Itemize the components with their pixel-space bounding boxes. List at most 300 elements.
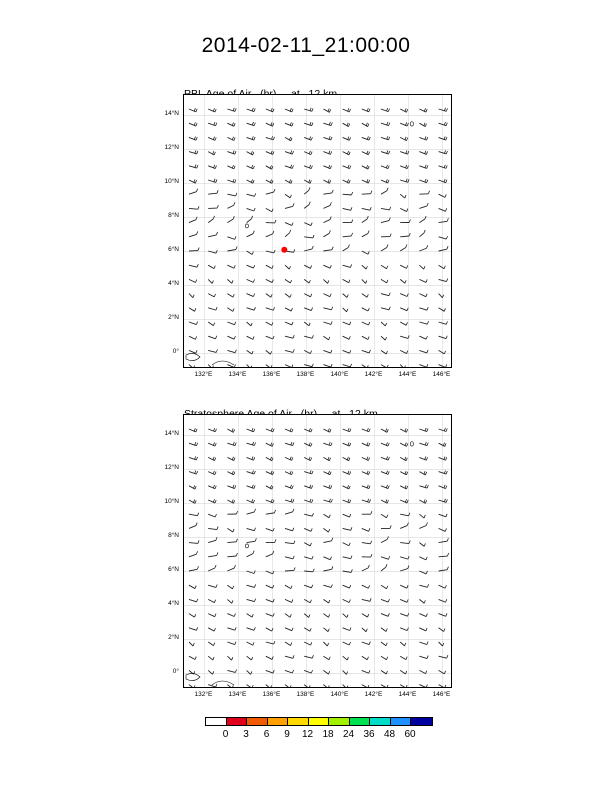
wind-barb bbox=[362, 191, 372, 195]
island-outline bbox=[410, 122, 413, 126]
wind-barb bbox=[227, 511, 237, 514]
wind-barb bbox=[323, 179, 330, 183]
wind-barb bbox=[381, 188, 388, 194]
wind-barb bbox=[323, 294, 331, 297]
wind-barb bbox=[247, 442, 256, 446]
wind-barb bbox=[419, 642, 428, 645]
wind-barb bbox=[439, 122, 448, 126]
wind-barb bbox=[227, 457, 235, 461]
wind-barb bbox=[189, 264, 198, 267]
wind-barb bbox=[208, 642, 215, 646]
wind-barb bbox=[343, 151, 351, 155]
wind-barb bbox=[362, 165, 369, 169]
wind-barb bbox=[285, 165, 293, 169]
wind-barb bbox=[381, 150, 390, 154]
wind-barb bbox=[304, 513, 313, 516]
wind-barb bbox=[323, 642, 328, 646]
wind-barb bbox=[266, 685, 272, 687]
wind-barb bbox=[266, 336, 274, 339]
wind-barb bbox=[227, 471, 235, 475]
colorbar-swatch bbox=[411, 718, 432, 725]
wind-barb bbox=[208, 179, 217, 183]
wind-barb bbox=[362, 471, 370, 475]
colorbar-swatch bbox=[206, 718, 227, 725]
wind-barb bbox=[439, 642, 444, 646]
wind-barb bbox=[362, 265, 368, 269]
wind-barb bbox=[362, 565, 370, 571]
wind-barb bbox=[343, 220, 353, 223]
wind-barb bbox=[304, 364, 313, 367]
wind-barb bbox=[323, 457, 330, 461]
wind-barb bbox=[362, 308, 369, 311]
wind-barb bbox=[247, 642, 254, 645]
wind-barb bbox=[362, 207, 371, 210]
wind-barb bbox=[247, 571, 256, 574]
wind-barb bbox=[381, 456, 389, 460]
wind-barb bbox=[362, 528, 370, 531]
wind-barb bbox=[247, 136, 256, 140]
wind-barb bbox=[439, 279, 448, 282]
wind-barb bbox=[285, 599, 293, 602]
wind-barb bbox=[247, 499, 255, 503]
wind-barb bbox=[247, 322, 253, 326]
colorbar-swatch bbox=[227, 718, 248, 725]
wind-barb bbox=[343, 642, 351, 645]
wind-barb bbox=[362, 442, 370, 446]
wind-barb bbox=[343, 499, 351, 503]
wind-barb bbox=[362, 541, 372, 544]
colorbar-label: 6 bbox=[263, 729, 270, 740]
colorbar-label: 60 bbox=[404, 729, 416, 740]
wind-barb bbox=[323, 428, 331, 432]
wind-barb bbox=[227, 137, 235, 141]
wind-barb bbox=[323, 336, 329, 340]
wind-barb bbox=[323, 265, 331, 268]
wind-barb bbox=[285, 222, 293, 225]
lat-tick-label: 8°N bbox=[168, 532, 179, 540]
wind-barb bbox=[400, 151, 409, 155]
coastline bbox=[212, 361, 234, 365]
wind-barb bbox=[362, 628, 368, 632]
lon-tick-label: 132°E bbox=[194, 371, 213, 378]
wind-barb bbox=[227, 247, 237, 251]
colorbar bbox=[205, 717, 433, 726]
wind-barb bbox=[323, 614, 329, 618]
wind-barb bbox=[304, 655, 313, 658]
lat-tick-label: 0° bbox=[172, 668, 179, 676]
wind-barb bbox=[381, 279, 388, 282]
wind-barb bbox=[343, 245, 350, 251]
wind-barb bbox=[419, 230, 425, 237]
wind-barb bbox=[362, 322, 370, 325]
wind-barb bbox=[323, 566, 333, 571]
lat-tick-label: 6°N bbox=[168, 246, 179, 254]
wind-barb bbox=[208, 265, 215, 268]
wind-barb bbox=[400, 523, 408, 529]
wind-barb bbox=[304, 499, 313, 503]
colorbar-swatch bbox=[391, 718, 412, 725]
wind-barb bbox=[343, 322, 351, 325]
wind-barb bbox=[400, 485, 407, 489]
wind-barb bbox=[381, 442, 389, 446]
wind-barb bbox=[304, 202, 310, 209]
wind-barb bbox=[419, 428, 428, 432]
lon-tick-label: 140°E bbox=[330, 691, 349, 698]
wind-barb bbox=[227, 429, 234, 433]
wind-barb bbox=[323, 599, 329, 603]
wind-barb bbox=[247, 108, 256, 112]
wind-barb bbox=[381, 485, 389, 489]
wind-barb bbox=[304, 585, 313, 588]
colorbar-label: 9 bbox=[284, 729, 290, 740]
wind-barb bbox=[189, 566, 199, 571]
wind-barb bbox=[227, 322, 235, 325]
wind-barb bbox=[381, 218, 390, 223]
lon-tick-label: 138°E bbox=[296, 691, 315, 698]
wind-barb bbox=[227, 442, 236, 446]
wind-barb bbox=[227, 123, 235, 127]
wind-barb bbox=[189, 294, 194, 298]
wind-barb bbox=[247, 279, 255, 282]
wind-barb bbox=[362, 123, 369, 127]
wind-barb bbox=[304, 235, 314, 238]
wind-barb bbox=[419, 500, 426, 504]
wind-barb bbox=[439, 428, 448, 432]
wind-barb bbox=[304, 599, 311, 602]
wind-barb bbox=[247, 208, 256, 211]
lon-tick-label: 136°E bbox=[262, 691, 281, 698]
wind-barb bbox=[419, 179, 427, 183]
wind-barb bbox=[343, 350, 351, 353]
wind-barb bbox=[362, 179, 370, 183]
island-outline bbox=[245, 224, 248, 228]
wind-barb bbox=[439, 553, 449, 557]
wind-barb bbox=[381, 514, 388, 518]
wind-barb bbox=[362, 365, 368, 367]
wind-barb bbox=[247, 307, 256, 310]
wind-barb bbox=[323, 471, 331, 475]
wind-barb bbox=[247, 294, 255, 297]
wind-barb bbox=[343, 656, 349, 660]
wind-barb bbox=[343, 336, 351, 339]
wind-barb bbox=[323, 122, 332, 126]
wind-barb bbox=[323, 321, 332, 324]
wind-barb bbox=[227, 485, 235, 489]
wind-barb bbox=[285, 541, 295, 544]
wind-barb bbox=[247, 470, 256, 474]
wind-barb bbox=[439, 538, 449, 542]
wind-barb bbox=[208, 584, 217, 587]
wind-barb bbox=[227, 685, 233, 687]
wind-barb bbox=[323, 247, 333, 251]
wind-barb bbox=[419, 485, 428, 489]
wind-barb bbox=[419, 350, 428, 353]
wind-barb bbox=[227, 236, 236, 239]
wind-barb bbox=[247, 538, 257, 542]
wind-barb bbox=[304, 308, 312, 311]
wind-barb bbox=[343, 471, 351, 475]
wind-barb bbox=[381, 525, 391, 528]
wind-barb bbox=[304, 165, 312, 169]
wind-barb bbox=[381, 656, 388, 660]
wind-barb bbox=[285, 471, 293, 475]
wind-barb bbox=[285, 294, 291, 298]
wind-barb bbox=[247, 193, 256, 196]
wind-barb bbox=[362, 279, 367, 283]
wind-barb bbox=[343, 308, 348, 312]
wind-barb bbox=[304, 137, 312, 141]
lon-tick-label: 144°E bbox=[398, 371, 417, 378]
wind-barb bbox=[285, 335, 294, 338]
lon-tick-label: 142°E bbox=[364, 371, 383, 378]
wind-barb bbox=[381, 556, 390, 559]
wind-barb bbox=[419, 442, 428, 446]
wind-barb bbox=[227, 599, 233, 603]
wind-barb bbox=[400, 656, 407, 659]
wind-barb bbox=[247, 265, 255, 268]
wind-barb bbox=[362, 231, 369, 237]
wind-barb bbox=[343, 556, 352, 559]
wind-barb bbox=[400, 108, 407, 112]
wind-barb bbox=[400, 165, 408, 169]
wind-barb bbox=[285, 137, 292, 141]
wind-barb bbox=[381, 136, 390, 140]
wind-barb bbox=[419, 522, 427, 528]
wind-barb bbox=[208, 307, 217, 310]
wind-barb bbox=[208, 336, 217, 339]
wind-barb bbox=[227, 193, 237, 196]
wind-barb bbox=[362, 136, 370, 140]
wind-barb bbox=[208, 122, 217, 126]
wind-barb bbox=[362, 108, 370, 112]
wind-barb bbox=[208, 442, 216, 446]
wind-barb bbox=[439, 165, 448, 169]
wind-barb bbox=[227, 165, 235, 169]
wind-barb bbox=[419, 656, 428, 659]
wind-barb bbox=[419, 279, 427, 282]
wind-barb bbox=[400, 350, 408, 353]
wind-barb bbox=[189, 122, 197, 126]
wind-barb bbox=[208, 565, 216, 571]
wind-barb bbox=[343, 108, 351, 112]
wind-barb bbox=[400, 265, 408, 268]
wind-barb bbox=[189, 540, 199, 543]
wind-barb bbox=[343, 527, 352, 530]
wind-barb bbox=[323, 136, 332, 140]
wind-barb bbox=[189, 585, 196, 588]
wind-barb bbox=[419, 336, 427, 339]
wind-barb bbox=[362, 656, 369, 660]
wind-barb bbox=[419, 628, 427, 631]
lat-tick-label: 6°N bbox=[168, 566, 179, 574]
wind-barb bbox=[323, 656, 330, 660]
wind-barb bbox=[439, 321, 448, 324]
wind-barb bbox=[323, 109, 330, 113]
wind-barb bbox=[285, 349, 294, 352]
wind-barb bbox=[323, 230, 330, 236]
wind-barb bbox=[343, 599, 351, 602]
wind-barb bbox=[343, 514, 351, 517]
wind-barb bbox=[381, 628, 387, 632]
wind-barb bbox=[227, 108, 236, 112]
wind-barb bbox=[400, 585, 408, 588]
wind-barb bbox=[362, 457, 370, 461]
wind-barb bbox=[189, 614, 196, 618]
wind-barb bbox=[208, 216, 214, 223]
wind-barb bbox=[381, 179, 389, 183]
wind-barb bbox=[400, 613, 409, 616]
wind-barb bbox=[362, 670, 370, 673]
wind-barb bbox=[266, 428, 274, 432]
wind-barb bbox=[381, 336, 387, 340]
wind-barb bbox=[343, 179, 351, 183]
wind-barb bbox=[343, 628, 351, 631]
wind-barb bbox=[285, 556, 294, 559]
wind-barb bbox=[247, 151, 254, 155]
wind-barb bbox=[189, 442, 198, 446]
wind-barb bbox=[323, 485, 331, 489]
wind-barb bbox=[208, 485, 216, 489]
wind-barb bbox=[323, 350, 331, 353]
wind-barb bbox=[266, 265, 273, 268]
wind-barb bbox=[343, 670, 348, 674]
wind-barb bbox=[247, 231, 255, 237]
wind-barb bbox=[208, 656, 214, 660]
wind-barb bbox=[381, 245, 388, 251]
wind-barb bbox=[285, 585, 292, 588]
wind-barb bbox=[189, 308, 196, 312]
wind-barb bbox=[285, 642, 292, 646]
wind-barb bbox=[323, 538, 332, 543]
coastline bbox=[186, 673, 200, 680]
wind-barb bbox=[343, 279, 350, 282]
wind-barb bbox=[266, 307, 275, 310]
wind-barb bbox=[323, 499, 332, 503]
wind-barb bbox=[247, 122, 256, 126]
wind-barb bbox=[227, 585, 233, 589]
wind-barb bbox=[189, 500, 196, 504]
wind-barb bbox=[227, 336, 235, 339]
wind-barb bbox=[362, 485, 370, 489]
wind-barb bbox=[323, 202, 331, 208]
wind-barb bbox=[419, 584, 428, 587]
wind-barb bbox=[227, 499, 234, 503]
wind-barb bbox=[439, 499, 448, 503]
wind-barb bbox=[266, 365, 272, 367]
wind-barb bbox=[400, 122, 408, 126]
colorbar-swatch bbox=[268, 718, 289, 725]
wind-barb bbox=[419, 136, 427, 140]
wind-barb bbox=[285, 203, 294, 208]
wind-barb bbox=[304, 670, 312, 673]
location-marker bbox=[281, 247, 287, 253]
wind-barb bbox=[189, 599, 198, 602]
wind-barb bbox=[304, 279, 310, 283]
wind-barb bbox=[285, 614, 291, 618]
wind-barb bbox=[439, 246, 448, 251]
wind-barb bbox=[208, 428, 216, 432]
wind-barb bbox=[285, 567, 295, 571]
wind-barb bbox=[323, 442, 332, 446]
wind-barb bbox=[439, 265, 446, 269]
island-outline bbox=[245, 544, 248, 548]
wind-barb bbox=[208, 614, 216, 617]
lon-tick-label: 146°E bbox=[432, 691, 451, 698]
wind-barb bbox=[208, 190, 218, 194]
wind-barb bbox=[285, 685, 291, 687]
wind-barb bbox=[343, 457, 350, 461]
wind-barb bbox=[304, 556, 313, 559]
wind-barb bbox=[266, 294, 272, 298]
wind-barb bbox=[400, 443, 408, 447]
wind-barb bbox=[304, 294, 312, 297]
wind-barb bbox=[189, 350, 197, 353]
wind-barb bbox=[208, 599, 215, 602]
wind-barb bbox=[247, 528, 256, 531]
wind-barb bbox=[227, 642, 236, 645]
wind-barb bbox=[400, 566, 409, 571]
wind-barb bbox=[419, 557, 427, 560]
wind-barb bbox=[304, 443, 312, 447]
lat-tick-label: 4°N bbox=[168, 280, 179, 288]
wind-barb bbox=[247, 179, 255, 183]
wind-barb bbox=[419, 543, 425, 547]
wind-barb bbox=[439, 628, 445, 632]
wind-barb bbox=[208, 349, 217, 352]
wind-barb bbox=[362, 614, 369, 617]
wind-barb bbox=[189, 179, 197, 183]
wind-barb bbox=[419, 265, 425, 269]
wind-barb bbox=[266, 641, 275, 644]
wind-barb bbox=[189, 523, 197, 529]
wind-barb bbox=[266, 613, 274, 616]
wind-barb bbox=[419, 165, 428, 169]
wind-barb bbox=[208, 471, 216, 475]
wind-barb bbox=[285, 194, 291, 198]
wind-barb bbox=[304, 457, 311, 461]
wind-barb bbox=[189, 642, 194, 646]
wind-barb bbox=[323, 307, 332, 310]
wind-barb bbox=[419, 151, 427, 155]
wind-barb bbox=[343, 543, 351, 546]
wind-barb bbox=[189, 206, 199, 209]
wind-barb bbox=[419, 123, 426, 127]
lat-tick-label: 14°N bbox=[164, 110, 179, 118]
wind-barb bbox=[247, 216, 253, 223]
wind-barb bbox=[189, 108, 197, 112]
wind-barb bbox=[419, 245, 427, 251]
wind-barb bbox=[208, 165, 216, 169]
wind-barb bbox=[285, 108, 293, 112]
lat-tick-label: 10°N bbox=[164, 498, 179, 506]
wind-barb bbox=[400, 642, 406, 646]
wind-barb bbox=[266, 108, 274, 112]
wind-barb bbox=[323, 190, 333, 194]
lat-tick-label: 4°N bbox=[168, 600, 179, 608]
wind-barb bbox=[439, 236, 448, 239]
wind-barb bbox=[247, 551, 255, 557]
wind-barb bbox=[304, 685, 310, 687]
wind-barb bbox=[285, 122, 293, 126]
wind-barb bbox=[439, 470, 448, 474]
wind-barb bbox=[343, 207, 352, 210]
wind-barb bbox=[189, 231, 198, 236]
wind-barb bbox=[227, 265, 235, 268]
wind-barb bbox=[304, 569, 314, 572]
wind-barb bbox=[323, 584, 332, 587]
wind-barb bbox=[227, 350, 236, 353]
wind-barb bbox=[247, 614, 254, 618]
